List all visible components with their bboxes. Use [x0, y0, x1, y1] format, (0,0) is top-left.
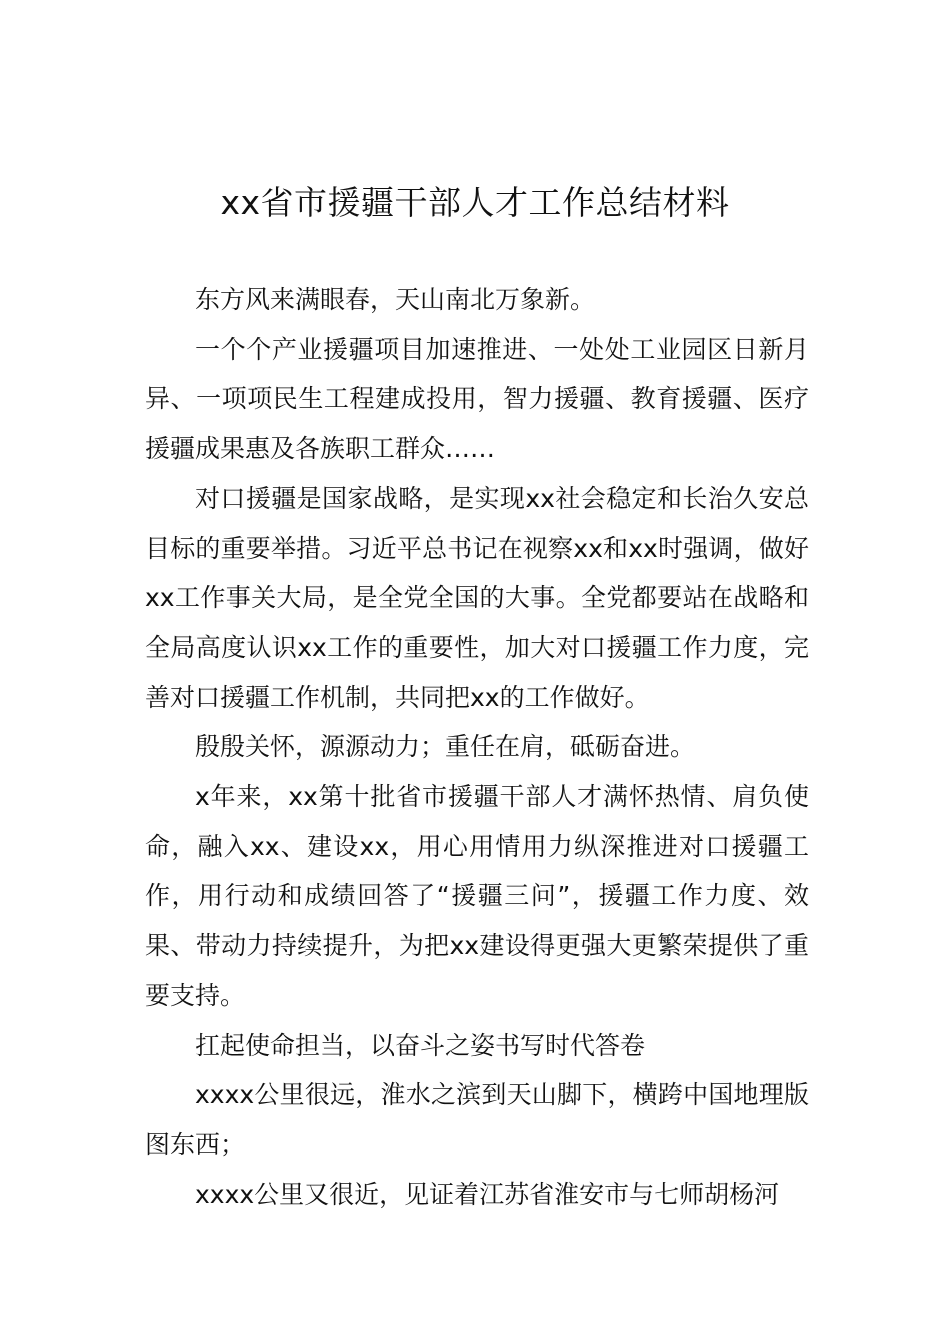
- paragraph-1: 东方风来满眼春，天山南北万象新。: [195, 285, 596, 314]
- paragraph-8: xxxx公里又很近，见证着江苏省淮安市与七师胡杨河: [195, 1179, 780, 1209]
- paragraph-7: xxxx公里很远，淮水之滨到天山脚下，横跨中国地理版图东西；: [145, 1080, 809, 1159]
- document-title: xx省市援疆干部人才工作总结材料: [220, 183, 730, 222]
- document-body: [145, 275, 809, 1219]
- paragraph-6: 扛起使命担当，以奋斗之姿书写时代答卷: [195, 1030, 646, 1060]
- paragraph-3: 对口援疆是国家战略，是实现xx社会稳定和长治久安总目标的重要举措。习近平总书记在视察xx和xx时强调，做好xx工作事关大局，是全党全国的大事。全党都要站在战略和全局高度认识xx工作的重要性，加大对口援疆工作力度，完善对口援疆工作机制，共同把xx的工作做好。: [145, 483, 809, 712]
- paragraph-5: x年来，xx第十批省市援疆干部人才满怀热情、肩负使命，融入xx、建设xx，用心用情用力纵深推进对口援疆工作，用行动和成绩回答了“援疆三问”，援疆工作力度、效果、带动力持续提升，为把xx建设得更强大更繁荣提供了重要支持。: [145, 782, 809, 1010]
- paragraph-4: 殷殷关怀，源源动力；重任在肩，砥砺奋进。: [195, 732, 696, 762]
- paragraph-2: 一个个产业援疆项目加速推进、一处处工业园区日新月异、一项项民生工程建成投用，智力援疆、教育援疆、医疗援疆成果惠及各族职工群众……: [145, 334, 809, 464]
